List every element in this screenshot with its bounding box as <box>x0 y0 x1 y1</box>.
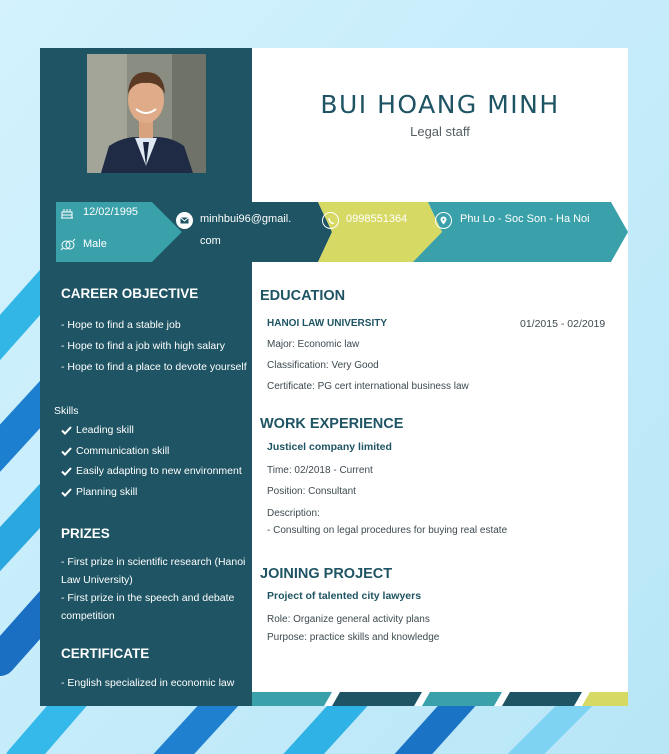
prizes-heading: PRIZES <box>61 526 110 541</box>
company-name: Justicel company limited <box>267 441 392 453</box>
phone-value: 0998551364 <box>346 213 408 225</box>
education-period: 01/2015 - 02/2019 <box>520 318 606 330</box>
address-value: Phu Lo - Soc Son - Ha Noi <box>460 213 590 225</box>
career-item: - Hope to find a place to devote yourself <box>61 361 247 373</box>
contact-info-band <box>56 202 628 262</box>
work-experience-heading: WORK EXPERIENCE <box>260 416 404 432</box>
education-heading: EDUCATION <box>260 288 346 304</box>
sidebar <box>40 48 252 706</box>
school-name: HANOI LAW UNIVERSITY <box>267 318 388 329</box>
career-item: - Hope to find a stable job <box>61 319 181 331</box>
prize-item: - First prize in the speech and debate <box>61 592 235 604</box>
project-purpose: Purpose: practice skills and knowledge <box>267 632 440 643</box>
skill-item <box>61 465 242 477</box>
work-description: - Consulting on legal procedures for buying real estate <box>267 525 508 536</box>
phone-icon <box>322 212 339 229</box>
prize-item: Law University) <box>61 574 133 586</box>
work-time: Time: 02/2018 - Current <box>267 465 373 476</box>
skill-label: Easily adapting to new environment <box>76 465 242 477</box>
skill-item <box>61 424 134 436</box>
birthday-value: 12/02/1995 <box>83 206 139 218</box>
check-icon <box>61 447 72 456</box>
career-item: - Hope to find a job with high salary <box>61 340 226 352</box>
skill-item <box>61 445 169 457</box>
prize-item: competition <box>61 610 115 622</box>
career-objective-heading: CAREER OBJECTIVE <box>61 286 199 301</box>
skill-item <box>61 486 137 498</box>
certificate-item: - English specialized in economic law <box>61 677 235 689</box>
work-description-label: Description: <box>267 508 320 519</box>
email-value: minhbui96@gmail. <box>200 213 292 225</box>
cv-card <box>40 48 628 706</box>
education-certificate: Certificate: PG cert international business law <box>267 381 469 392</box>
candidate-name: BUI HOANG MINH <box>320 90 560 119</box>
skills-heading: Skills <box>54 405 79 417</box>
skill-label: Planning skill <box>76 486 138 498</box>
email-value-cont: com <box>200 235 221 247</box>
check-icon <box>61 426 72 435</box>
certificate-heading: CERTIFICATE <box>61 646 150 661</box>
gender-value: Male <box>83 238 107 250</box>
check-icon <box>61 488 72 497</box>
project-role: Role: Organize general activity plans <box>267 614 430 625</box>
skill-label: Leading skill <box>76 424 134 436</box>
gender-icon <box>60 238 76 251</box>
location-pin-icon <box>435 212 452 229</box>
project-name: Project of talented city lawyers <box>267 590 422 602</box>
check-icon <box>61 467 72 476</box>
candidate-title: Legal staff <box>410 124 470 139</box>
profile-photo <box>87 54 206 173</box>
work-position: Position: Consultant <box>267 486 356 497</box>
email-icon <box>176 212 193 229</box>
joining-project-heading: JOINING PROJECT <box>260 566 393 582</box>
education-classification: Classification: Very Good <box>267 360 379 371</box>
education-major: Major: Economic law <box>267 339 360 350</box>
bottom-decoration-band <box>252 692 628 706</box>
prize-item: - First prize in scientific research (Hanoi <box>61 556 246 568</box>
birthday-cake-icon <box>60 206 74 219</box>
skill-label: Communication skill <box>76 445 170 457</box>
